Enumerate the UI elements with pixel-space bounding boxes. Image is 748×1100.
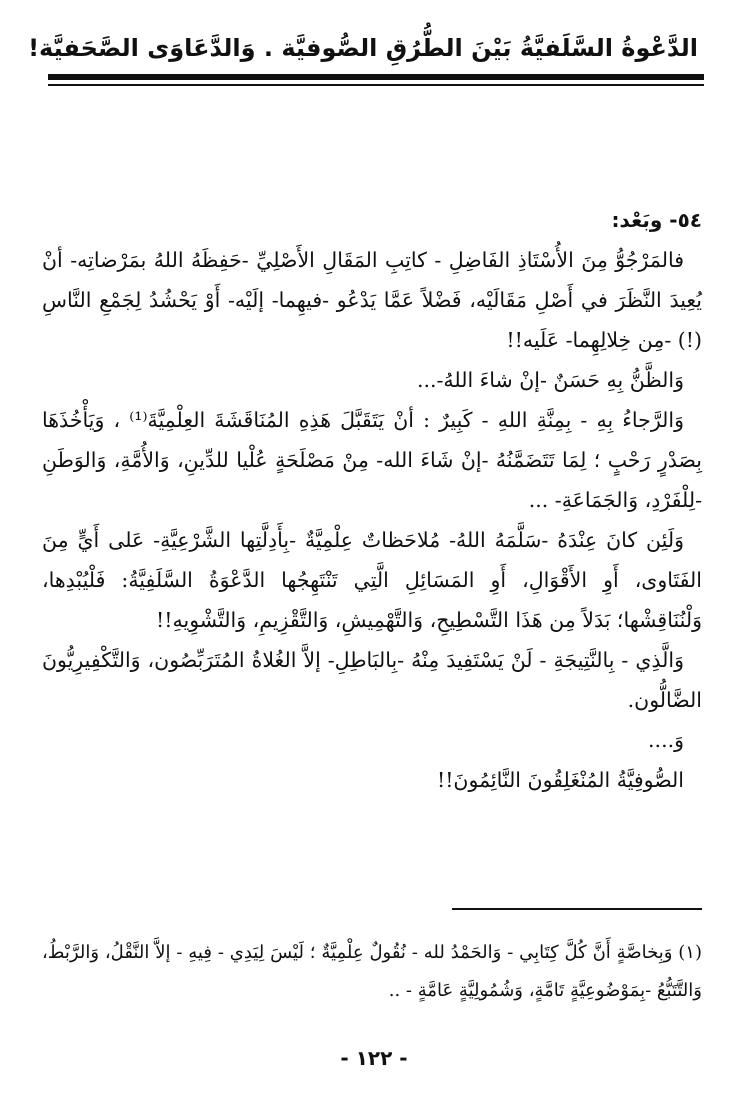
- paragraph-5: وَالَّذِي - بِالنَّتِيجَةِ - لَنْ يَسْتَفِيدَ مِنْهُ -بِالبَاطِلِ- إلاَّ الغُلاةُ المُتَرَبِّصُون، وَالتَّكْفِيرِيُّونَ الضَّالُّون.: [42, 648, 702, 712]
- paragraph-1: فالمَرْجُوُّ مِنَ الأُسْتَاذِ الفَاضِلِ - كاتِبِ المَقَالِ الأَصْلِيِّ -حَفِظَهُ اللهُ بمَرْضاتِه- أنْ يُعِيدَ النَّظَرَ في أَصْلِ مَقَالَيْه، فَضْلاً عَمَّا يَدْعُو -فيهِما- إلَيْه- أَوْ يَحْشُدُ لِجَمْعِ النَّاسِ (!) -مِن خِلالِهِما- عَلَيه!!: [42, 248, 702, 352]
- header-rule-thin: [48, 84, 704, 86]
- main-body-text: [42, 200, 702, 800]
- footnote-text: (١) وَبِخاصَّةٍ أَنَّ كُلَّ كِتَابِي - وَالحَمْدُ لله - نُقُولٌ عِلْمِيَّةٌ ؛ لَيْسَ لِيَدِي - فِيهِ - إلاَّ النَّقْلُ، وَالرَّبْطُ، وَالتَّتَبُّعُ -بِمَوْضُوعِيَّةٍ تَامَّةٍ، وَشُمُولِيَّةٍ عَامَّةٍ - ..: [42, 942, 702, 1001]
- running-header-title: الدَّعْوةُ السَّلَفيَّةُ بَيْنَ الطُّرُقِ الصُّوفيَّة . وَالدَّعَاوَى الصَّحَفيَّة!: [28, 34, 698, 62]
- section-heading: ٥٤- وبَعْد:: [611, 208, 702, 232]
- paragraph-4: وَلَئِن كانَ عِنْدَهُ -سَلَّمَهُ اللهُ- مُلاحَظاتٌ عِلْمِيَّةٌ -بِأَدِلَّتِها الشَّرْعِيَّةِ- عَلى أَيٍّ مِنَ الفَتَاوى، أَوِ الأَقْوَالِ، أَوِ المَسَائِلِ الَّتِي تَنْتَهِجُها الدَّعْوَةُ السَّلَفِيَّةُ: فَلْيُبْدِها، وَلْنُنَاقِشْها؛ بَدَلاً مِن هَذَا التَّسْطِيحِ، وَالتَّهْمِيشِ، وَالتَّقْزِيمِ، وَالتَّشْوِيهِ!!: [42, 528, 702, 632]
- paragraph-3: وَالرَّجاءُ بِهِ - بِمِنَّةِ اللهِ - كَبِيرٌ : أنْ يَتَقَبَّلَ هَذِهِ المُنَاقَشَةَ العِلْمِيَّةَ⁽¹⁾ ، وَيَأْخُذَهَا بِصَدْرٍ رَحْبٍ ؛ لِمَا تَتَضَمَّنُهُ -إنْ شَاءَ الله- مِنْ مَصْلَحَةٍ عُلْيا للدِّينِ، وَالأُمَّةِ، وَالوَطَنِ -لِلْفَرْدِ، وَالجَمَاعَةِ- ...: [42, 408, 702, 512]
- footnote: [42, 934, 702, 1010]
- paragraph-2: وَالظَّنُّ بِهِ حَسَنٌ -إنْ شاءَ اللهُ-...: [416, 368, 684, 392]
- page-number: - ١٢٢ -: [340, 1046, 408, 1070]
- paragraph-6: وَ....: [648, 728, 684, 752]
- header-rule-thick: [48, 74, 704, 80]
- paragraph-7: الصُّوفِيَّةُ المُنْغَلِقُونَ النَّائِمُونَ!!: [436, 768, 684, 792]
- footnote-separator: [452, 908, 702, 910]
